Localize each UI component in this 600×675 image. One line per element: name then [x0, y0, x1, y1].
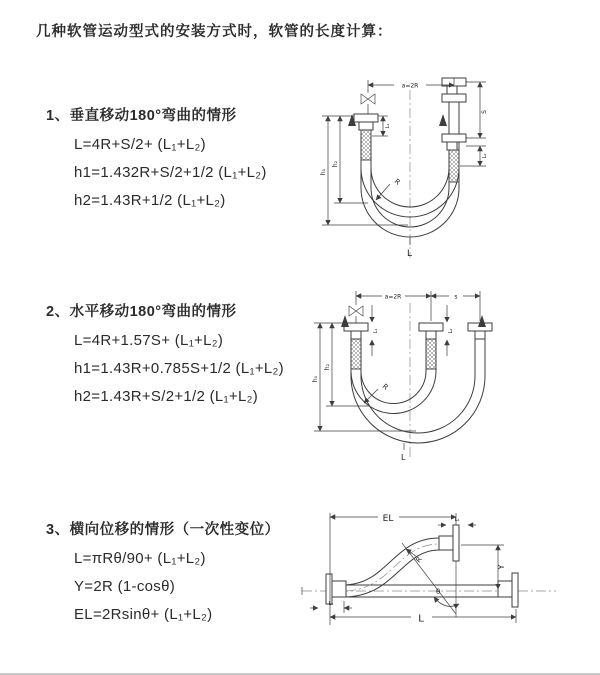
angle-construction-line [402, 543, 456, 614]
shift-label: s [454, 293, 458, 301]
right-flange-straight [498, 573, 518, 607]
fitting-right-label: L₂ [482, 153, 488, 159]
hose-shifted-position [351, 339, 485, 443]
braided-hose-section-left [361, 130, 371, 160]
offset-label: Y [497, 564, 506, 570]
formula-length: L=4R+S/2+ (L₁+L₂) [74, 136, 206, 153]
formula-h2: h2=1.43R+S/2+1/2 (L₁+L₂) [74, 388, 259, 405]
length-callout [407, 238, 412, 259]
h1-label: h₁ [312, 375, 319, 383]
hose-straight-position [346, 585, 498, 597]
dimension-span [368, 78, 454, 90]
formula-offset: Y=2R (1-cosθ) [74, 578, 176, 595]
right-flange-lower [442, 134, 466, 150]
diagram-lateral-displacement [298, 505, 566, 653]
dimension-fitting-left [372, 305, 379, 356]
length-label: L [407, 249, 413, 259]
hose-displaced-position [346, 538, 439, 597]
length-callout [401, 443, 406, 462]
radius-callout [364, 382, 390, 403]
fitting-right-label: L₂ [448, 328, 454, 334]
dimension-h1 [312, 323, 416, 431]
dimension-length [330, 609, 516, 625]
radius-label: R [414, 555, 424, 565]
el-label: EL [382, 514, 394, 524]
span-label: a=2R [384, 293, 402, 301]
dimension-shift [431, 291, 480, 321]
radius-callout [376, 177, 402, 200]
dimension-fitting-top [438, 517, 476, 525]
dimension-fitting-right [460, 146, 488, 166]
length-label: L [418, 613, 424, 625]
section-horizontal-180 [46, 300, 284, 405]
h2-label: h₂ [324, 363, 331, 371]
section-1-heading: 1、垂直移动180°弯曲的情形 [46, 108, 237, 124]
h1-label: h₁ [320, 168, 327, 176]
dimension-stroke [466, 82, 488, 138]
dimension-fitting-right [447, 305, 454, 356]
fitting-top-label: L₂ [454, 517, 460, 523]
section-1-formulas [74, 136, 267, 209]
formula-h2: h2=1.43R+1/2 (L₁+L₂) [74, 192, 226, 209]
section-3-heading: 3、横向位移的情形（一次性变位） [46, 522, 280, 538]
fitting-left-label: L₁ [385, 123, 391, 129]
movement-arrow-left [341, 315, 349, 327]
formula-length: L=πRθ/90+ (L₁+L₂) [74, 550, 206, 567]
movement-arrow-right [439, 114, 447, 126]
braided-hose-section-left [351, 339, 361, 369]
dimension-fitting-left [310, 601, 352, 613]
length-label: L [401, 453, 406, 462]
formula-length: L=4R+1.57S+ (L₁+L₂) [74, 332, 224, 349]
left-flange [326, 574, 346, 604]
fitting-left-label: L₁ [328, 601, 334, 607]
middle-flange [419, 323, 443, 339]
section-2-formulas [74, 332, 284, 405]
formula-el: EL=2Rsinθ+ (L₁+L₂) [74, 606, 213, 623]
radius-label: R [380, 382, 390, 392]
radius-label: R [392, 177, 402, 187]
movement-arrow-right [478, 315, 486, 327]
braided-hose-section-middle [426, 339, 436, 369]
formula-h1: h1=1.43R+0.785S+1/2 (L₁+L₂) [74, 360, 284, 377]
stroke-label: S [481, 110, 488, 114]
span-label: a=2R [401, 82, 419, 90]
braided-hose-section-right [449, 150, 459, 182]
hose-original-position [351, 339, 436, 414]
left-flange [354, 114, 378, 130]
section-vertical-180 [46, 104, 267, 209]
dimension-span [356, 294, 431, 301]
angle-label: θ [436, 588, 441, 596]
fitting-left-label: L₁ [373, 328, 379, 334]
diagram-horizontal-180-bend [308, 281, 546, 475]
h2-label: h₂ [332, 160, 339, 168]
section-3-formulas [74, 550, 280, 623]
page-title: 几种软管运动型式的安装方式时，软管的长度计算： [36, 24, 393, 40]
section-2-heading: 2、水平移动180°弯曲的情形 [46, 304, 237, 320]
diagram-vertical-180-bend [310, 70, 538, 266]
upper-flange-displaced [439, 525, 459, 561]
formula-h1: h1=1.432R+S/2+1/2 (L₁+L₂) [74, 164, 267, 181]
section-lateral-displacement [46, 518, 280, 623]
